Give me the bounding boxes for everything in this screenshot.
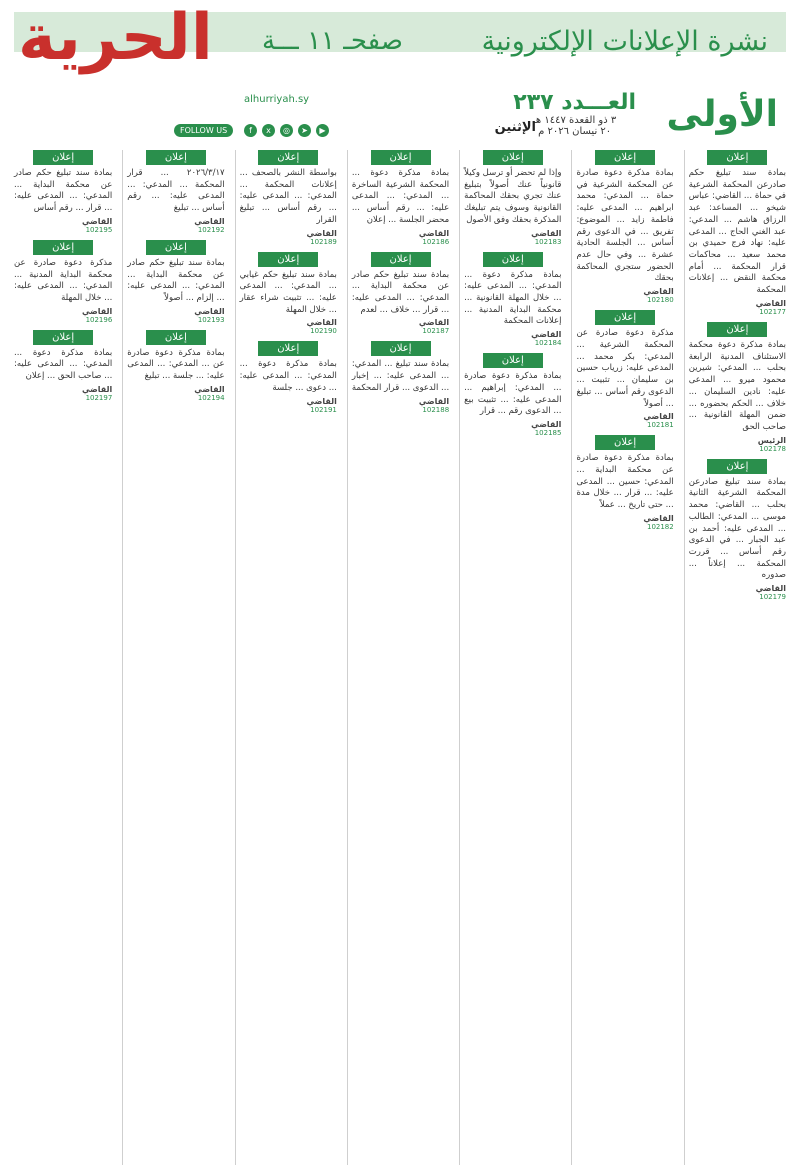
advertisement	[352, 150, 449, 246]
ads-column	[459, 150, 565, 1165]
social-icons	[244, 124, 329, 137]
instagram-icon[interactable]: ◎	[280, 124, 293, 137]
ads-column	[684, 150, 790, 1165]
advertisement	[464, 252, 561, 348]
ad-badge: إعلان	[33, 240, 93, 255]
ad-code: 102192	[197, 225, 225, 234]
ad-badge: إعلان	[146, 330, 206, 345]
ad-badge: إعلان	[371, 150, 431, 165]
ad-code: 102195	[85, 225, 113, 234]
ad-signatory: القاضي	[531, 420, 562, 430]
ad-code: 102187	[422, 327, 450, 336]
advertisement	[127, 330, 224, 402]
ad-code: 102178	[759, 444, 786, 453]
publication-title: نشرة الإعلانات الإلكترونية	[481, 26, 768, 57]
advertisement	[240, 252, 337, 336]
ad-badge: إعلان	[258, 252, 318, 267]
ad-code: 102197	[85, 393, 113, 402]
advertisement	[14, 330, 112, 402]
advertisement	[464, 150, 561, 246]
ad-signatory: القاضي	[643, 287, 674, 297]
ad-badge: إعلان	[146, 240, 206, 255]
ads-column	[347, 150, 453, 1165]
advertisement	[689, 322, 786, 453]
gregorian-date: ٢٠ نيسان ٢٠٢٦ م	[538, 126, 612, 137]
advertisement	[127, 150, 224, 234]
ad-badge: إعلان	[595, 150, 655, 165]
ads-column	[10, 150, 116, 1165]
ad-code: 102184	[534, 339, 562, 348]
telegram-icon[interactable]: ➤	[298, 124, 311, 137]
ad-badge: إعلان	[371, 341, 431, 356]
ads-columns	[10, 150, 790, 1165]
ad-signatory: القاضي	[194, 216, 225, 226]
ad-code: 102179	[759, 593, 786, 602]
advertisement	[352, 341, 449, 413]
ad-badge: إعلان	[595, 310, 655, 325]
ad-badge: إعلان	[146, 150, 206, 165]
ad-body: بواسطة النشر بالصحف ... إعلانات المحكمة ... المدعي: ... المدعى عليه: ... رقم أساس ... تبليغ القرار	[239, 168, 337, 225]
ad-body: وإذا لم تحضر أو ترسل وكيلاً قانونياً عنك أصولاً بتبليغ عنك تجري بحقك المحاكمة القانونية وسوف يتم تبليغك المذكرة بحقك وفق الأصول	[464, 168, 562, 225]
advertisement	[576, 435, 673, 531]
ad-code: 102183	[534, 237, 562, 246]
ad-body: مذكرة دعوة صادرة عن محكمة البداية المدنية ... المدعي: ... المدعى عليه: ... خلال المهلة	[14, 257, 113, 304]
ad-body: بمادة مذكرة دعوة صادرة ... المدعي: إبراهيم ... المدعى عليه: ... تثبيت بيع ... الدعوى رقم ... قرار	[464, 371, 562, 417]
ads-column	[235, 150, 341, 1165]
ad-code: 102182	[646, 522, 674, 531]
ad-code: 102188	[422, 405, 450, 414]
ad-badge: إعلان	[483, 150, 543, 165]
ad-body: بمادة مذكرة دعوة ... المحكمة الشرعية الساخرة ... المدعي: ... المدعى عليه: ... رقم أساس ... محضر الجلسة ... إعلان	[351, 168, 450, 225]
ad-badge: إعلان	[483, 353, 543, 368]
ad-badge: إعلان	[707, 150, 767, 165]
advertisement	[240, 150, 337, 246]
ad-badge: إعلان	[258, 150, 318, 165]
ad-code: 102185	[534, 429, 562, 438]
ad-signatory: القاضي	[418, 228, 450, 238]
advertisement	[14, 150, 112, 234]
ad-signatory: القاضي	[194, 306, 225, 316]
ad-signatory: القاضي	[531, 228, 562, 238]
ad-body: بمادة سند تبليغ صادرعن المحكمة الشرعية الثانية بحلب ... القاضي: محمد موسى ... المدعي: الطالب ... المدعى عليه: أحمد بن عبد الجبار ... في الدعوى رقم أساس ... قررت المحكمة ... إعلاناً ... صدوره	[688, 476, 786, 581]
ad-signatory: القاضي	[418, 318, 450, 328]
ad-body: بمادة سند تبليغ حكم صادر عن محكمة البداية ... المدعي: ... المدعى عليه: ... إلزام ... أصولاً	[127, 257, 225, 304]
ad-code: 102190	[310, 327, 337, 336]
ad-code: 102180	[646, 296, 674, 305]
edition-name: الأولى	[666, 94, 778, 135]
ad-signatory: القاضي	[755, 298, 786, 308]
advertisement	[689, 459, 786, 601]
ad-code: 102196	[85, 315, 113, 324]
follow-us-button[interactable]: FOLLOW US	[174, 124, 233, 137]
ad-body: بمادة مذكرة دعوة صادرة عن محكمة البداية ... المدعي: حسين ... المدعى عليه: ... قرار ... خلال مدة ... حتى تاريخ ... عملاً	[576, 453, 674, 511]
facebook-icon[interactable]: f	[244, 124, 257, 137]
ad-body: بمادة مذكرة دعوة ... المدعي: ... المدعى عليه: ... صاحب الحق ... إعلان	[14, 347, 113, 382]
advertisement	[352, 252, 449, 336]
issue-bar	[14, 84, 786, 146]
ad-badge: إعلان	[707, 322, 767, 337]
ad-signatory: القاضي	[418, 396, 450, 406]
ad-body: بمادة مذكرة دعوة ... المدعي: ... المدعى عليه: ... دعوى ... جلسة	[239, 359, 337, 393]
ad-body: بمادة سند تبليغ حكم غيابي ... المدعي: ... المدعى عليه: ... تثبيت شراء عقار ... خلال المهلة	[239, 269, 337, 315]
ad-signatory: القاضي	[755, 584, 786, 594]
site-url[interactable]: alhurriyah.sy	[244, 94, 310, 105]
ad-signatory: القاضي	[643, 412, 674, 422]
ad-badge: إعلان	[371, 252, 431, 267]
advertisement	[464, 353, 561, 437]
ad-badge: إعلان	[33, 330, 93, 345]
ad-code: 102194	[197, 393, 225, 402]
ad-body: بمادة سند تبليغ حكم صادر عن محكمة البداية ... المدعي: ... المدعى عليه: ... قرار ... رقم أساس	[14, 168, 113, 214]
ad-signatory: الرئيس	[757, 435, 786, 445]
advertisement	[240, 341, 337, 413]
ad-badge: إعلان	[258, 341, 318, 356]
ad-signatory: القاضي	[306, 318, 337, 328]
ad-badge: إعلان	[483, 252, 543, 267]
ad-code: 102177	[759, 307, 786, 316]
advertisement	[14, 240, 112, 324]
ad-body: بمادة سند تبليغ ... المدعي: ... المدعى عليه: ... إخبار ... الدعوى ... قرار المحكمة	[351, 359, 450, 393]
issue-number: العـــدد ٢٣٧	[513, 90, 636, 115]
ad-signatory: القاضي	[306, 228, 337, 238]
weekday: الإثنين	[494, 120, 536, 135]
ad-signatory: القاضي	[531, 330, 562, 340]
brand-logo[interactable]: الحرية	[18, 1, 213, 75]
ad-body: ٢٠٢٦/٣/١٧ ... قرار المحكمة ... المدعي: ... المدعى عليه: ... رقم أساس ... تبليغ	[127, 168, 225, 214]
ad-code: 102191	[310, 405, 337, 414]
ad-body: بمادة سند تبليغ حكم صادرعن المحكمة الشرعية في حماة ... القاضي: عباس شيخو ... المساعد: عبد الرزاق هاشم ... المدعي: عبد الغني الحاج ... المدعى عليه: نهاد فرج حميدي بن محمد سعيد ... محاكمات قرار المحكمة ... أمام محكمة النقض ... إعلانات المحكمة	[688, 168, 786, 296]
ad-body: مذكرة دعوة صادرة عن المحكمة الشرعية ... المدعي: بكر محمد ... المدعى عليه: زرياب حسين بن سليمان ... تثبيت ... الدعوى رقم أساس ... تبليغ ... أصولاً	[576, 328, 674, 409]
ad-body: بمادة مذكرة دعوة محكمة الاستئناف المدنية الرابعة بحلب ... المدعي: شيرين محمود ميرو ... المدعى عليه: نادين السليمان ... خلاف ... الحكم بحضوره ... ضمن المهلة القانونية ... صاحب الحق	[688, 339, 786, 432]
advertisement	[576, 150, 673, 304]
ads-column	[571, 150, 677, 1165]
ad-code: 102181	[646, 421, 674, 430]
ad-signatory: القاضي	[306, 396, 337, 406]
page-number: صفحـ ١١ ـــة	[262, 26, 403, 56]
advertisement	[576, 310, 673, 429]
youtube-icon[interactable]: ▶	[316, 124, 329, 137]
hijri-date: ٣ ذو القعدة ١٤٤٧ هـ	[533, 115, 617, 126]
ad-code: 102186	[422, 237, 450, 246]
ad-signatory: القاضي	[81, 216, 113, 226]
ad-badge: إعلان	[33, 150, 93, 165]
ad-body: بمادة مذكرة دعوة صادرة عن المحكمة الشرعية في حماة ... المدعي: محمد ابراهيم ... المدعى عليه: فاطمة زايد ... الموضوع: تفريق ... في الدعوى رقم أساس ... الجلسة الحادية عشرة ... وفي حال عدم الحضور ستجري المحاكمة بحقك	[576, 168, 674, 284]
ads-column	[122, 150, 228, 1165]
ad-badge: إعلان	[595, 435, 655, 450]
ad-signatory: القاضي	[81, 384, 113, 394]
x-icon[interactable]: x	[262, 124, 275, 137]
ad-body: بمادة سند تبليغ حكم صادر عن محكمة البداية ... المدعي: ... المدعى عليه: ... قرار ... خلاف ... لعدم	[351, 269, 450, 315]
advertisement	[689, 150, 786, 316]
ad-body: بمادة مذكرة دعوة ... المدعي: ... المدعى عليه: ... خلال المهلة القانونية ... محكمة البداية المدنية ... إعلانات المحكمة	[464, 269, 562, 327]
ad-code: 102189	[310, 237, 337, 246]
ad-signatory: القاضي	[81, 306, 113, 316]
ad-signatory: القاضي	[194, 384, 225, 394]
ad-badge: إعلان	[707, 459, 767, 474]
ad-code: 102193	[197, 315, 225, 324]
ad-signatory: القاضي	[643, 513, 674, 523]
ad-body: بمادة مذكرة دعوة صادرة عن ... المدعي: ... المدعى عليه: ... جلسة ... تبليغ	[127, 347, 225, 382]
advertisement	[127, 240, 224, 324]
